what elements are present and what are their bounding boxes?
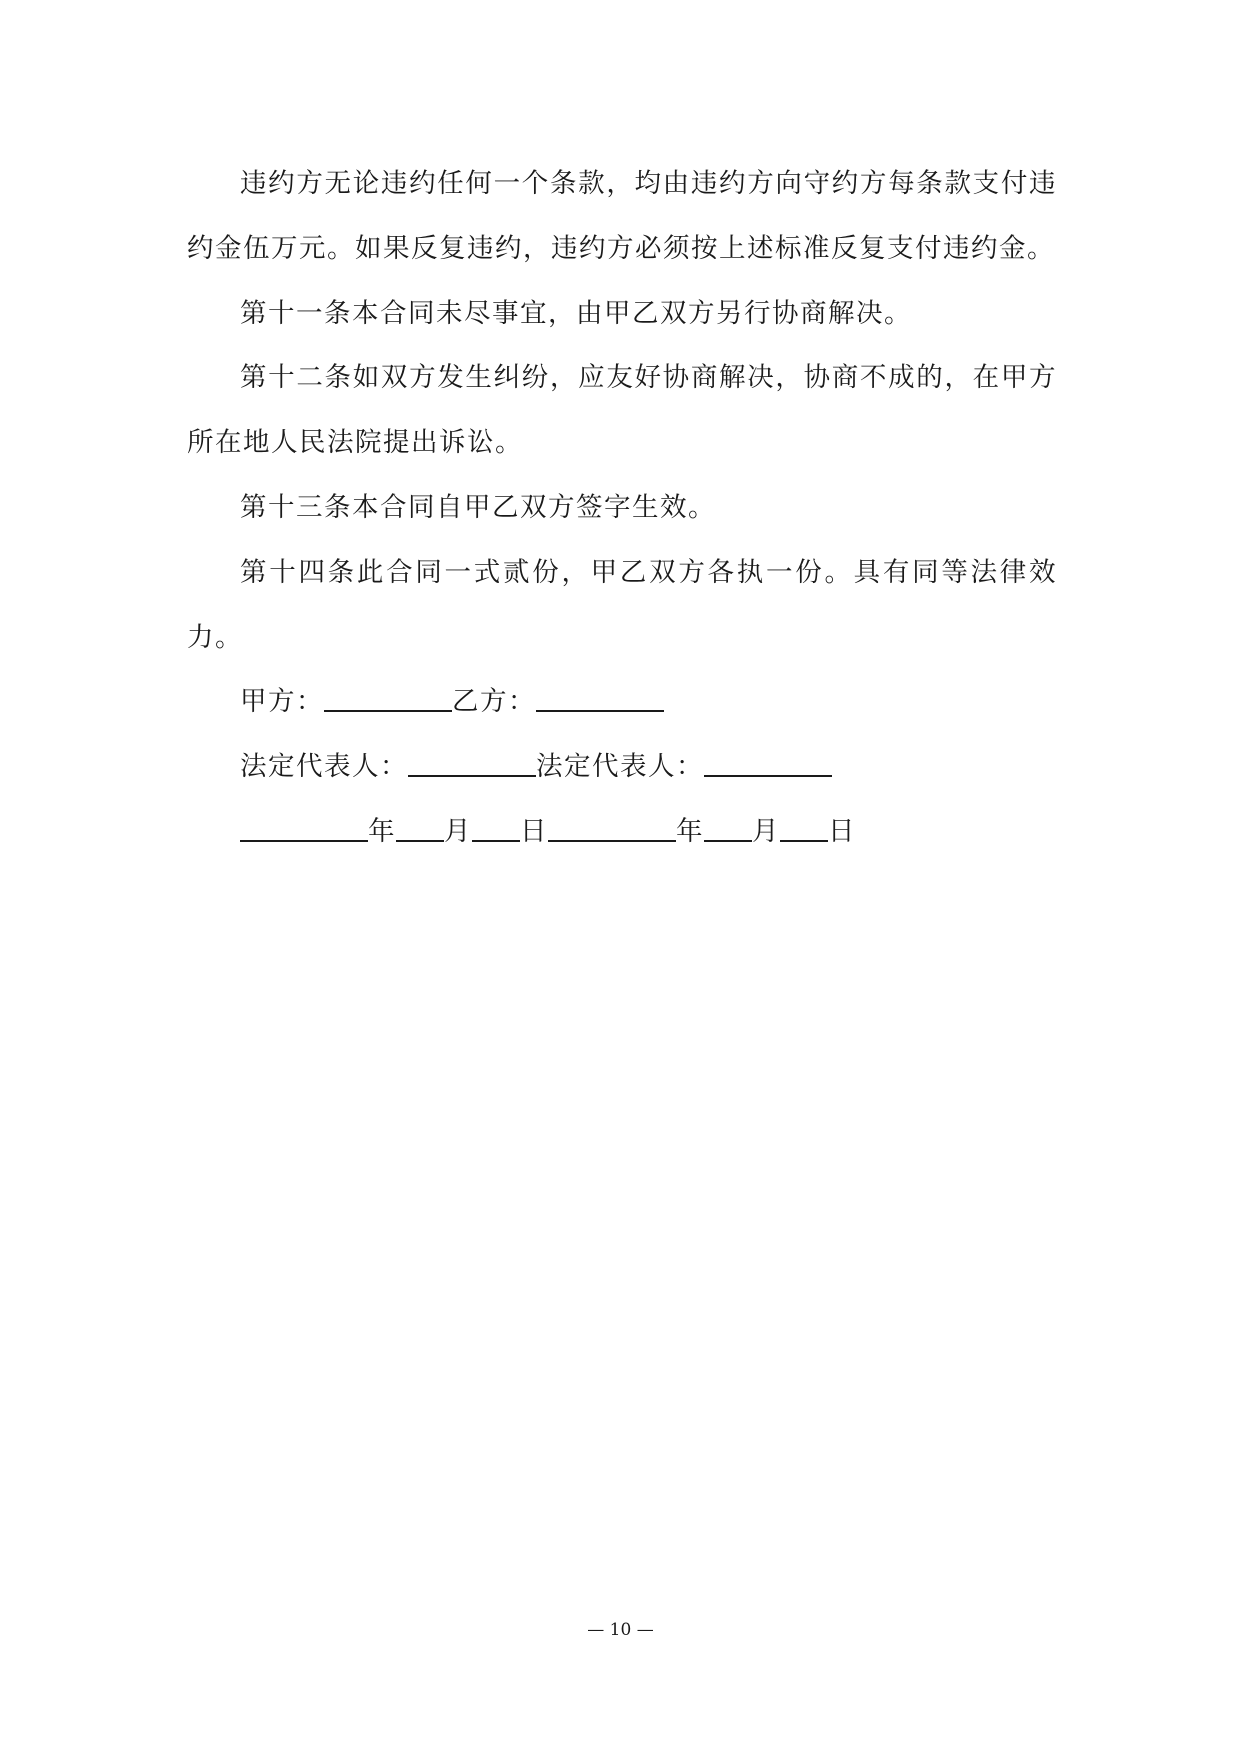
paragraph-article-12: 第十二条如双方发生纠纷，应友好协商解决，协商不成的，在甲方所在地人民法院提出诉讼。 [187,362,1057,459]
date-a-year-label: 年 [368,815,396,847]
rep-b-label: 法定代表人： [536,751,704,783]
date-b-day-label: 日 [828,815,856,847]
page-number: — 10 — [587,1620,654,1640]
date-b-year-label: 年 [676,815,704,847]
rep-b-blank[interactable] [704,747,832,777]
representative-signature-line [187,735,1057,800]
document-body [187,152,1057,865]
date-b-day-blank[interactable] [780,812,828,842]
date-a-month-blank[interactable] [396,812,444,842]
date-a-year-blank[interactable] [240,812,368,842]
party-b-blank[interactable] [536,683,664,713]
paragraph-article-11: 第十一条本合同未尽事宜，由甲乙双方另行协商解决。 [240,297,912,329]
rep-a-label: 法定代表人： [240,751,408,783]
date-a-day-label: 日 [520,815,548,847]
paragraph-article-13: 第十三条本合同自甲乙双方签字生效。 [240,491,716,523]
date-signature-line [187,800,1057,865]
party-signature-line [187,670,1057,735]
party-a-label: 甲方： [240,686,324,718]
date-b-year-blank[interactable] [548,812,676,842]
paragraph-penalty: 违约方无论违约任何一个条款，均由违约方向守约方每条款支付违约金伍万元。如果反复违约，违约方必须按上述标准反复支付违约金。 [187,168,1057,264]
date-b-month-blank[interactable] [704,812,752,842]
rep-a-blank[interactable] [408,747,536,777]
party-b-label: 乙方： [452,686,536,718]
party-a-blank[interactable] [324,683,452,713]
date-a-day-blank[interactable] [472,812,520,842]
date-b-month-label: 月 [752,815,780,847]
date-a-month-label: 月 [444,815,472,847]
paragraph-article-14: 第十四条此合同一式贰份，甲乙双方各执一份。具有同等法律效力。 [187,556,1057,653]
